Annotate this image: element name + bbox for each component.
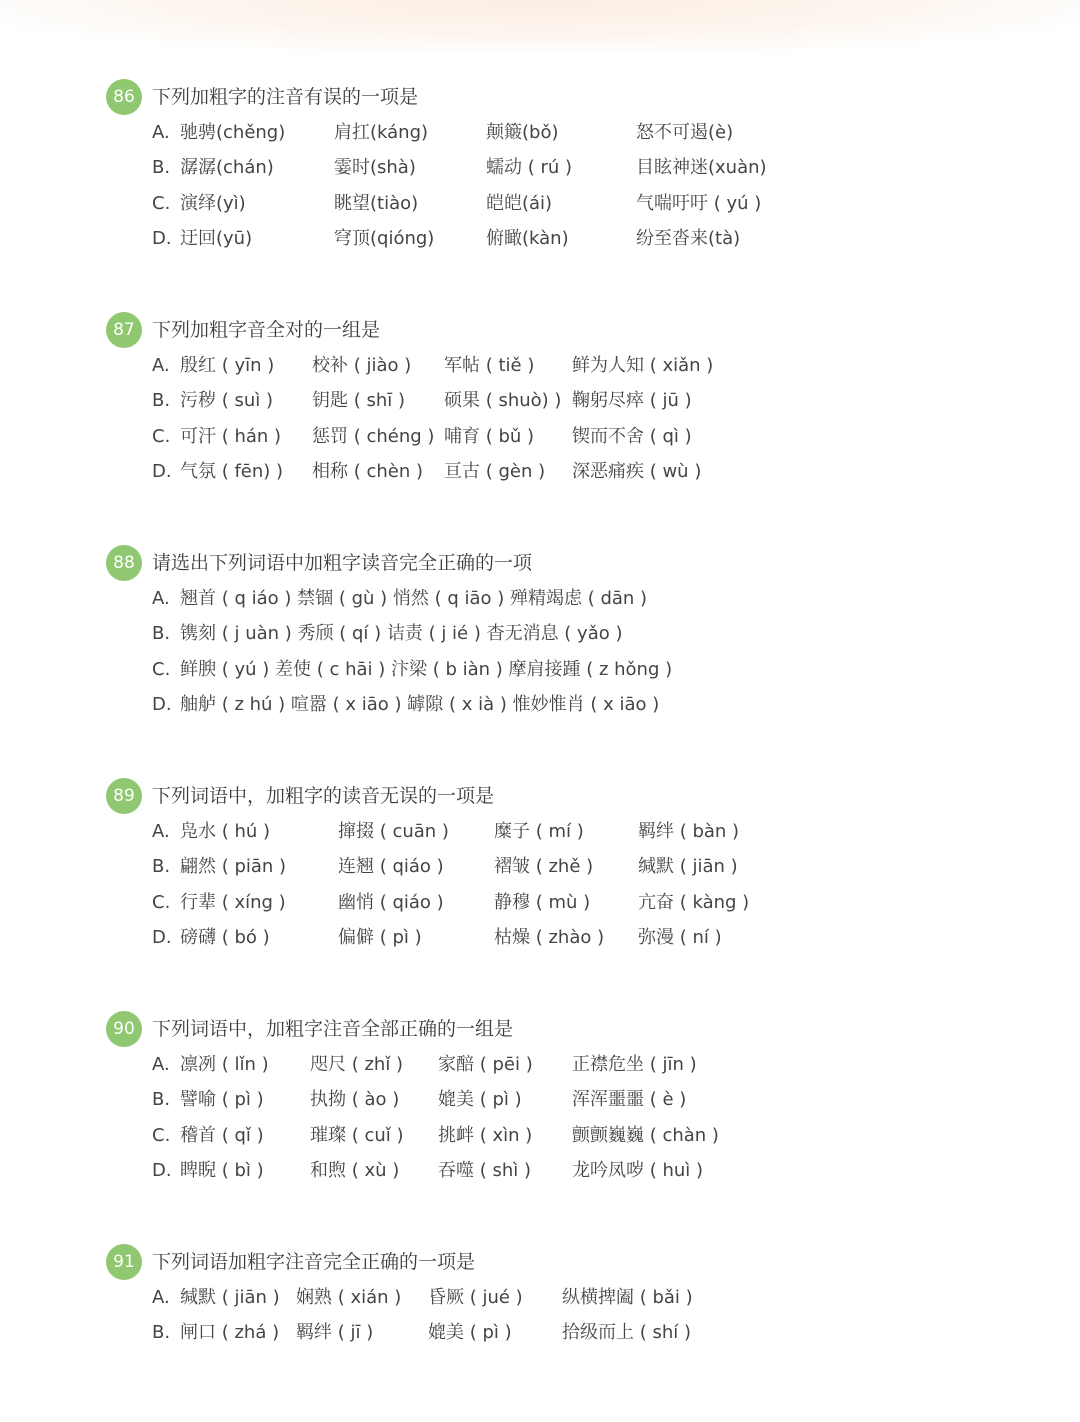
option-row[interactable] <box>106 1047 1046 1082</box>
option-word: 怒不可遏(è) <box>636 122 734 143</box>
option-word: 羁绊 ( jī ) <box>296 1322 374 1344</box>
option-row[interactable] <box>106 616 1046 651</box>
option-row[interactable] <box>106 1315 1046 1350</box>
option-word: 蠕动 ( rú ) <box>486 157 573 179</box>
option-word: 昏厥 ( jué ) <box>428 1287 523 1308</box>
option-row[interactable] <box>106 454 1046 489</box>
option-row[interactable] <box>106 1280 1046 1315</box>
option-letter: D. <box>152 1160 172 1182</box>
option-letter: B. <box>152 157 171 179</box>
option-word: 纷至沓来(tà) <box>636 228 741 250</box>
option-word: 譬喻 ( pì ) <box>180 1089 264 1111</box>
option-letter: A. <box>152 1287 170 1308</box>
option-word: 穹顶(qióng) <box>334 228 435 250</box>
option-word: 静穆 ( mù ) <box>494 891 591 913</box>
option-word: 连翘 ( qiáo ) <box>338 856 444 878</box>
option-word: 目眩神迷(xuàn) <box>636 157 767 179</box>
option-row[interactable] <box>106 383 1046 418</box>
option-word: 鲜为人知 ( xiǎn ) <box>572 355 714 376</box>
option-word: 气氛 ( fēn) ) <box>180 461 284 483</box>
question-number-badge: 89 <box>106 778 142 814</box>
option-word: 驰骋(chěng) <box>180 122 286 143</box>
option-list <box>106 348 1046 490</box>
question-title: 下列词语中，加粗字注音全部正确的一组是 <box>152 1018 514 1040</box>
option-word: 翩然 ( piān ) <box>180 856 287 878</box>
option-letter: B. <box>152 623 171 645</box>
option-word: 鲜腴 ( yú ) 差使 ( c hāi ) 汴梁 ( b iàn ) 摩肩接踵 ( z hǒng ) <box>180 658 673 680</box>
option-letter: C. <box>152 891 171 913</box>
question-90 <box>106 1011 1046 1189</box>
option-word: 惩罚 ( chéng ) <box>312 425 435 447</box>
option-word: 偏僻 ( pì ) <box>338 927 422 949</box>
option-letter: D. <box>152 461 172 483</box>
option-word: 羁绊 ( bàn ) <box>638 821 740 842</box>
option-word: 缄默 ( jiān ) <box>638 856 738 878</box>
option-word: 家醅 ( pēi ) <box>438 1054 533 1075</box>
option-list <box>106 581 1046 723</box>
option-word: 纵横捭阖 ( bǎi ) <box>562 1287 693 1308</box>
option-letter: B. <box>152 856 171 878</box>
option-word: 糜子 ( mí ) <box>494 821 584 842</box>
option-word: 璀璨 ( cuǐ ) <box>310 1124 404 1146</box>
question-number-badge: 87 <box>106 312 142 348</box>
option-word: 亢奋 ( kàng ) <box>638 891 750 913</box>
question-title: 请选出下列词语中加粗字读音完全正确的一项 <box>152 552 533 574</box>
option-word: 镌刻 ( j uàn ) 秀颀 ( qí ) 诘责 ( j ié ) 杳无消息 ( yǎo ) <box>180 623 623 645</box>
option-word: 拾级而上 ( shí ) <box>562 1322 691 1344</box>
top-decoration <box>0 0 1080 52</box>
option-letter: A. <box>152 1054 170 1075</box>
option-word: 枯燥 ( zhào ) <box>494 927 605 949</box>
option-word: 挑衅 ( xìn ) <box>438 1124 533 1146</box>
option-word: 校补 ( jiào ) <box>312 355 412 376</box>
option-word: 眺望(tiào) <box>334 192 419 214</box>
question-86 <box>106 79 1046 257</box>
question-header <box>106 1011 1046 1047</box>
option-letter: D. <box>152 228 172 250</box>
question-title: 下列词语中，加粗字的读音无误的一项是 <box>152 785 495 807</box>
option-list <box>106 115 1046 257</box>
option-word: 气喘吁吁 ( yú ) <box>636 192 762 214</box>
option-word: 污秽 ( suì ) <box>180 390 273 412</box>
option-word: 媲美 ( pì ) <box>438 1089 522 1111</box>
option-word: 皑皑(ái) <box>486 192 553 214</box>
option-row[interactable] <box>106 150 1046 185</box>
option-list <box>106 1280 1046 1351</box>
option-word: 和煦 ( xù ) <box>310 1160 400 1182</box>
option-word: 行辈 ( xíng ) <box>180 891 286 913</box>
question-87 <box>106 312 1046 490</box>
option-letter: C. <box>152 425 171 447</box>
option-row[interactable] <box>106 920 1046 955</box>
option-list <box>106 814 1046 956</box>
option-letter: D. <box>152 694 172 716</box>
option-row[interactable] <box>106 652 1046 687</box>
option-row[interactable] <box>106 814 1046 849</box>
option-row[interactable] <box>106 687 1046 722</box>
option-word: 磅礴 ( bó ) <box>180 927 270 949</box>
option-word: 可汗 ( hán ) <box>180 425 282 447</box>
question-number-badge: 88 <box>106 545 142 581</box>
option-row[interactable] <box>106 186 1046 221</box>
option-word: 幽悄 ( qiáo ) <box>338 891 444 913</box>
option-letter: A. <box>152 821 170 842</box>
option-list <box>106 1047 1046 1189</box>
option-row[interactable] <box>106 849 1046 884</box>
option-letter: C. <box>152 192 171 214</box>
option-word: 殷红 ( yīn ) <box>180 355 275 376</box>
option-word: 肩扛(káng) <box>334 122 429 143</box>
option-word: 硕果 ( shuò) ) <box>444 390 562 412</box>
option-row[interactable] <box>106 1153 1046 1188</box>
option-row[interactable] <box>106 1082 1046 1117</box>
option-word: 浑浑噩噩 ( è ) <box>572 1089 687 1111</box>
question-number-badge: 86 <box>106 79 142 115</box>
option-word: 哺育 ( bǔ ) <box>444 425 535 447</box>
option-row[interactable] <box>106 581 1046 616</box>
question-title: 下列加粗字音全对的一组是 <box>152 319 381 341</box>
option-word: 媲美 ( pì ) <box>428 1322 512 1344</box>
option-word: 龙吟凤哕 ( huì ) <box>572 1160 704 1182</box>
question-88 <box>106 545 1046 723</box>
question-header <box>106 545 1046 581</box>
option-word: 颤颤巍巍 ( chàn ) <box>572 1124 719 1146</box>
option-word: 潺潺(chán) <box>180 157 274 179</box>
option-row[interactable] <box>106 419 1046 454</box>
question-91 <box>106 1244 1046 1351</box>
option-word: 钥匙 ( shī ) <box>312 390 405 412</box>
option-row[interactable] <box>106 221 1046 256</box>
option-word: 执拗 ( ào ) <box>310 1089 400 1111</box>
option-letter: C. <box>152 658 171 680</box>
question-number-badge: 91 <box>106 1244 142 1280</box>
option-letter: A. <box>152 355 170 376</box>
option-word: 俯瞰(kàn) <box>486 228 569 250</box>
option-letter: A. <box>152 122 170 143</box>
option-word: 相称 ( chèn ) <box>312 461 423 483</box>
option-row[interactable] <box>106 1118 1046 1153</box>
question-89 <box>106 778 1046 956</box>
option-word: 迂回(yū) <box>180 228 253 250</box>
option-word: 凫水 ( hú ) <box>180 821 271 842</box>
option-word: 翘首 ( q iáo ) 禁锢 ( gù ) 悄然 ( q iāo ) 殚精竭虑 ( dān ) <box>180 588 648 609</box>
option-word: 军帖 ( tiě ) <box>444 355 535 376</box>
option-letter: C. <box>152 1124 171 1146</box>
option-word: 睥睨 ( bì ) <box>180 1160 264 1182</box>
option-word: 褶皱 ( zhě ) <box>494 856 594 878</box>
option-letter: B. <box>152 1089 171 1111</box>
option-letter: B. <box>152 1322 171 1344</box>
option-word: 鞠躬尽瘁 ( jū ) <box>572 390 692 412</box>
option-letter: A. <box>152 588 170 609</box>
question-title: 下列词语加粗字注音完全正确的一项是 <box>152 1251 476 1273</box>
option-word: 撺掇 ( cuān ) <box>338 821 449 842</box>
option-word: 锲而不舍 ( qì ) <box>572 425 692 447</box>
question-header <box>106 79 1046 115</box>
option-word: 缄默 ( jiān ) <box>180 1287 280 1308</box>
option-row[interactable] <box>106 348 1046 383</box>
question-number-badge: 90 <box>106 1011 142 1047</box>
option-word: 演绎(yì) <box>180 192 246 214</box>
option-word: 吞噬 ( shì ) <box>438 1160 531 1182</box>
option-word: 凛冽 ( lǐn ) <box>180 1054 269 1075</box>
option-letter: B. <box>152 390 171 412</box>
option-word: 娴熟 ( xián ) <box>296 1287 402 1308</box>
question-header <box>106 312 1046 348</box>
option-row[interactable] <box>106 115 1046 150</box>
question-title: 下列加粗字的注音有误的一项是 <box>152 86 419 108</box>
option-word: 弥漫 ( ní ) <box>638 927 722 949</box>
option-word: 闸口 ( zhá ) <box>180 1322 280 1344</box>
option-word: 霎时(shà) <box>334 157 416 179</box>
option-word: 稽首 ( qǐ ) <box>180 1124 264 1146</box>
option-word: 深恶痛疾 ( wù ) <box>572 461 702 483</box>
option-letter: D. <box>152 927 172 949</box>
option-word: 舳舻 ( z hú ) 喧嚣 ( x iāo ) 罅隙 ( x ià ) 惟妙惟肖 ( x iāo ) <box>180 694 660 716</box>
option-word: 咫尺 ( zhǐ ) <box>310 1054 404 1075</box>
option-word: 正襟危坐 ( jīn ) <box>572 1054 697 1075</box>
question-header <box>106 1244 1046 1280</box>
option-word: 亘古 ( gèn ) <box>444 461 546 483</box>
option-word: 颠簸(bǒ) <box>486 122 559 143</box>
option-row[interactable] <box>106 885 1046 920</box>
question-header <box>106 778 1046 814</box>
